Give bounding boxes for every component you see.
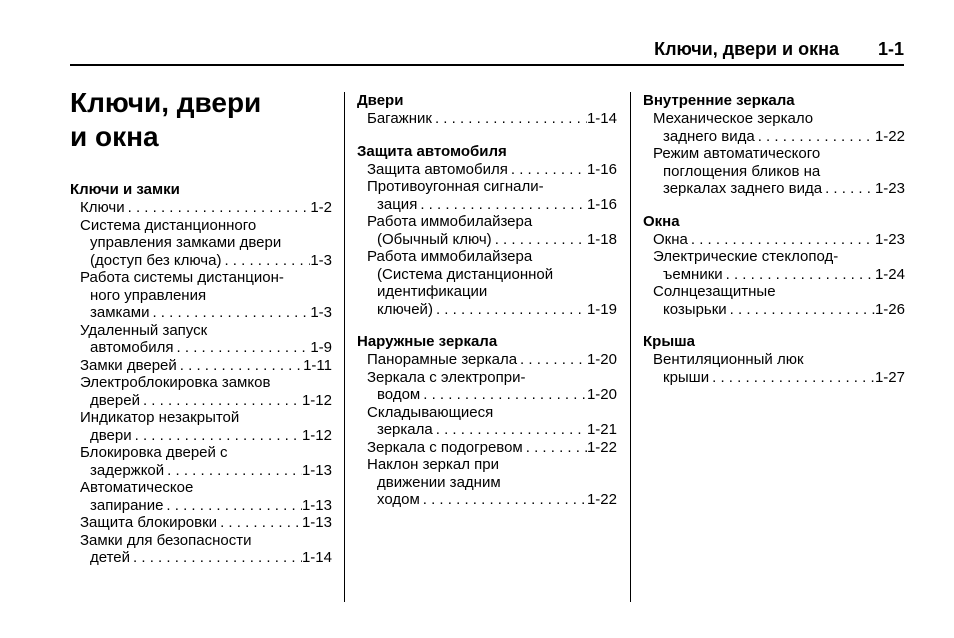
toc-page-number: 1-22 xyxy=(586,491,617,508)
toc-section-heading: Окна xyxy=(643,212,680,230)
toc-entry-text-line: Работа иммобилайзера xyxy=(367,213,533,230)
toc-entry[interactable] xyxy=(80,444,332,479)
toc-entry[interactable] xyxy=(653,145,905,198)
toc-entry-last-line xyxy=(80,392,332,410)
toc-entry-text: Замки дверей xyxy=(80,356,177,374)
toc-entry-text-line: Система дистанционного xyxy=(80,216,257,234)
dot-leader xyxy=(130,549,302,567)
dot-leader xyxy=(163,497,302,515)
dot-leader xyxy=(822,180,875,198)
toc-entry-text: двери xyxy=(90,426,132,444)
toc-entry-text-line: Противоугонная сигнали- xyxy=(367,178,544,195)
toc-page-number: 1-22 xyxy=(874,127,905,145)
toc-entry-text: Окна xyxy=(653,230,688,248)
toc-entry[interactable] xyxy=(653,351,905,386)
toc-page-number: 1-24 xyxy=(874,265,905,283)
toc-page-number: 1-14 xyxy=(586,110,617,127)
chapter-title xyxy=(70,86,261,154)
toc-entry-last-line xyxy=(80,514,332,532)
toc-entry-text-line: Вентиляционный люк xyxy=(653,351,804,368)
dot-leader xyxy=(125,199,311,217)
running-header-page-number: 1-1 xyxy=(877,39,904,59)
toc-page-number: 1-3 xyxy=(310,304,332,321)
toc-section-heading: Двери xyxy=(357,92,404,109)
toc-entry[interactable] xyxy=(80,409,332,444)
toc-entry-text-line: Блокировка дверей с xyxy=(80,444,228,461)
toc-page-number: 1-22 xyxy=(586,438,617,456)
toc-page-number: 1-9 xyxy=(310,339,332,356)
dot-leader xyxy=(420,386,587,404)
dot-leader xyxy=(433,421,587,439)
toc-entry-text: замками xyxy=(90,304,150,321)
dot-leader xyxy=(709,369,875,387)
dot-leader xyxy=(174,339,311,357)
toc-entry-last-line xyxy=(367,196,617,214)
toc-page-number: 1-13 xyxy=(301,514,332,531)
toc-entry[interactable] xyxy=(80,532,332,567)
column-divider-2 xyxy=(630,92,631,602)
toc-entry-last-line xyxy=(80,497,332,515)
toc-entry-last-line xyxy=(80,304,332,322)
toc-page-number: 1-23 xyxy=(874,180,905,197)
toc-entry[interactable] xyxy=(367,369,617,404)
dot-leader xyxy=(217,514,302,532)
toc-entry[interactable] xyxy=(367,248,617,318)
toc-entry-last-line xyxy=(367,421,617,439)
dot-leader xyxy=(140,392,302,410)
toc-page-number: 1-27 xyxy=(874,368,905,386)
toc-entry-text-line: движении задним xyxy=(377,473,501,491)
toc-entry-last-line xyxy=(80,549,332,567)
toc-page-number: 1-11 xyxy=(303,356,332,374)
toc-entry[interactable] xyxy=(367,213,617,248)
toc-section-heading: Защита автомобиля xyxy=(357,142,507,160)
toc-entry-text-line: Работа системы дистанцион- xyxy=(80,269,284,286)
toc-entry[interactable] xyxy=(367,404,617,439)
toc-entry-text: (доступ без ключа) xyxy=(90,251,222,269)
toc-entry-text: детей xyxy=(90,549,131,566)
toc-entry-text-line: управления замками двери xyxy=(90,234,282,251)
toc-entry-text-line: ного управления xyxy=(90,286,207,304)
toc-entry-last-line xyxy=(653,369,905,387)
dot-leader xyxy=(492,231,587,249)
toc-section-entries xyxy=(653,231,905,319)
toc-entry-last-line xyxy=(80,252,332,270)
toc-section-heading: Крыша xyxy=(643,333,695,350)
toc-entry-text: задержкой xyxy=(90,461,165,479)
toc-entry[interactable] xyxy=(653,110,905,145)
toc-page-number: 1-16 xyxy=(586,160,617,178)
toc-column-1 xyxy=(70,181,332,567)
toc-entry-text-line: Солнцезащитные xyxy=(653,283,776,300)
toc-entry-text: ъемники xyxy=(663,265,723,283)
dot-leader xyxy=(177,357,303,375)
toc-section-entries xyxy=(653,351,905,386)
toc-entry-last-line xyxy=(80,427,332,445)
toc-entry[interactable] xyxy=(367,110,617,128)
toc-section-heading: Внутренние зеркала xyxy=(643,92,795,109)
toc-entry-text-line: Наклон зеркал при xyxy=(367,456,500,473)
toc-entry-text: Панорамные зеркала xyxy=(367,351,518,368)
toc-entry[interactable] xyxy=(367,351,617,369)
toc-section-entries xyxy=(367,161,617,319)
toc-section-heading: Ключи и замки xyxy=(70,181,180,198)
toc-page-number: 1-20 xyxy=(586,386,617,403)
toc-entry-text-line: Индикатор незакрытой xyxy=(80,409,240,426)
toc-entry-text: Багажник xyxy=(367,110,432,127)
toc-entry-text: зеркалах заднего вида xyxy=(663,180,823,197)
toc-entry-text: ключей) xyxy=(377,300,433,318)
dot-leader xyxy=(433,301,587,319)
toc-column-2 xyxy=(357,92,617,509)
toc-section-heading: Наружные зеркала xyxy=(357,333,498,350)
toc-entry-text: ходом xyxy=(377,491,420,508)
toc-entry-text: Защита автомобиля xyxy=(367,160,508,178)
dot-leader xyxy=(688,231,875,249)
toc-entry-last-line xyxy=(80,199,332,217)
dot-leader xyxy=(420,491,587,509)
toc-page-number: 1-21 xyxy=(586,421,617,438)
dot-leader xyxy=(723,266,875,284)
toc-entry-text-line: Электрические стеклопод- xyxy=(653,248,839,265)
dot-leader xyxy=(132,427,302,445)
toc-entry-last-line xyxy=(367,439,617,457)
header-rule xyxy=(70,64,904,66)
dot-leader xyxy=(517,351,587,369)
toc-entry-text-line: Режим автоматического xyxy=(653,145,821,162)
toc-entry-last-line xyxy=(367,386,617,404)
toc-entry-text: Ключи xyxy=(80,199,125,216)
toc-section-entries xyxy=(80,199,332,567)
toc-page-number: 1-12 xyxy=(301,426,332,444)
toc-entry-text: (Обычный ключ) xyxy=(377,230,492,248)
toc-column-3 xyxy=(643,92,905,386)
toc-entry-text-line: Электроблокировка замков xyxy=(80,374,271,391)
toc-entry-last-line xyxy=(367,351,617,369)
toc-page-number: 1-13 xyxy=(301,496,332,514)
toc-entry-text: водом xyxy=(377,386,421,403)
toc-entry-last-line xyxy=(80,357,332,375)
toc-entry[interactable] xyxy=(80,199,332,217)
toc-entry-text-line: (Система дистанционной xyxy=(377,265,554,283)
toc-entry-text-line: идентификации xyxy=(377,283,488,300)
toc-page-number: 1-2 xyxy=(310,199,332,216)
toc-entry-last-line xyxy=(653,231,905,249)
toc-entry-text-line: Автоматическое xyxy=(80,479,194,496)
toc-entry-text: козырьки xyxy=(663,300,727,318)
dot-leader xyxy=(755,128,875,146)
dot-leader xyxy=(508,161,587,179)
toc-page-number: 1-26 xyxy=(874,300,905,318)
toc-page-number: 1-20 xyxy=(586,351,617,368)
toc-entry-last-line xyxy=(367,301,617,319)
toc-entry-text-line: Работа иммобилайзера xyxy=(367,248,533,265)
toc-entry-last-line xyxy=(653,180,905,198)
toc-entry-last-line xyxy=(367,491,617,509)
dot-leader xyxy=(432,110,587,128)
chapter-title-line-2: и окна xyxy=(70,121,159,152)
toc-entry[interactable] xyxy=(367,161,617,179)
toc-page-number: 1-3 xyxy=(310,251,332,269)
toc-entry[interactable] xyxy=(80,357,332,375)
toc-entry-text-line: Удаленный запуск xyxy=(80,321,208,339)
chapter-title-line-1: Ключи, двери xyxy=(70,87,262,118)
toc-entry[interactable] xyxy=(367,178,617,213)
toc-entry-text-line: Складывающиеся xyxy=(367,403,494,421)
toc-entry-text: запирание xyxy=(90,496,164,514)
toc-entry[interactable] xyxy=(653,231,905,249)
toc-page-number: 1-18 xyxy=(586,230,617,248)
toc-entry-text-line: поглощения бликов на xyxy=(663,162,821,180)
toc-entry-text-line: Замки для безопасности xyxy=(80,531,252,549)
toc-entry-last-line xyxy=(653,266,905,284)
toc-entry[interactable] xyxy=(367,456,617,509)
toc-entry-last-line xyxy=(367,110,617,128)
toc-entry-text: крыши xyxy=(663,368,710,386)
dot-leader xyxy=(164,462,302,480)
toc-page-number: 1-16 xyxy=(586,195,617,213)
dot-leader xyxy=(149,304,310,322)
toc-entry[interactable] xyxy=(80,269,332,322)
toc-section-entries xyxy=(367,110,617,128)
toc-entry-text: зеркала xyxy=(377,421,433,438)
toc-entry-text: Защита блокировки xyxy=(80,514,218,531)
toc-entry-text: Зеркала с подогревом xyxy=(367,438,523,456)
toc-entry[interactable] xyxy=(80,374,332,409)
toc-entry[interactable] xyxy=(80,322,332,357)
toc-page-number: 1-23 xyxy=(874,230,905,248)
toc-page-number: 1-12 xyxy=(301,391,332,409)
toc-entry[interactable] xyxy=(80,514,332,532)
toc-entry-last-line xyxy=(653,301,905,319)
running-header-title: Ключи, двери и окна xyxy=(654,39,839,59)
toc-entry-text: автомобиля xyxy=(90,339,174,356)
toc-section-entries xyxy=(367,351,617,509)
toc-entry[interactable] xyxy=(367,439,617,457)
toc-entry[interactable] xyxy=(653,283,905,318)
toc-entry-text: зация xyxy=(377,195,418,213)
toc-entry-text: заднего вида xyxy=(663,127,755,145)
toc-entry-text-line: Зеркала с электропри- xyxy=(367,368,526,386)
toc-page-number: 1-13 xyxy=(301,461,332,479)
toc-page-number: 1-19 xyxy=(586,300,617,318)
dot-leader xyxy=(523,439,587,457)
toc-entry[interactable] xyxy=(80,217,332,270)
dot-leader xyxy=(221,252,310,270)
toc-entry-text: дверей xyxy=(90,391,140,409)
dot-leader xyxy=(417,196,587,214)
toc-section-entries xyxy=(653,110,905,198)
toc-entry-last-line xyxy=(80,339,332,357)
toc-page-number: 1-14 xyxy=(301,549,332,566)
toc-entry-last-line xyxy=(367,231,617,249)
dot-leader xyxy=(727,301,875,319)
toc-entry-last-line xyxy=(367,161,617,179)
toc-entry-last-line xyxy=(80,462,332,480)
toc-entry-last-line xyxy=(653,128,905,146)
column-divider-1 xyxy=(344,92,345,602)
toc-entry-text-line: Механическое зеркало xyxy=(653,110,814,127)
toc-entry[interactable] xyxy=(653,248,905,283)
toc-entry[interactable] xyxy=(80,479,332,514)
